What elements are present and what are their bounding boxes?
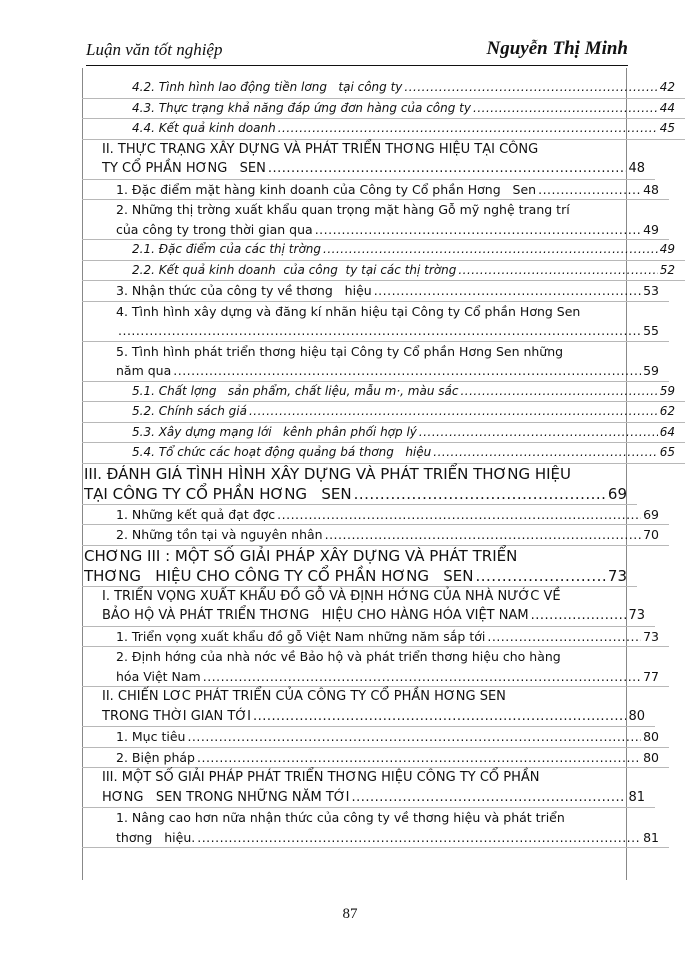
toc-page-number: 64 [659,424,675,439]
toc-page-number: 49 [643,221,659,237]
toc-dot-leader [325,525,641,545]
toc-dot-leader [476,566,606,586]
toc-entry[interactable] [82,768,655,808]
toc-entry-line [84,566,627,586]
toc-entry-text-line: 2. Định hớng của nhà nớc về Bảo hộ và phát triển thơng hiệu cho hàng [116,649,561,664]
toc-entry[interactable] [82,200,669,240]
toc-dot-leader [352,788,627,808]
toc-entry-title: năm qua [116,363,172,378]
toc-entry-line [132,78,675,98]
toc-entry[interactable] [82,78,685,99]
toc-entry[interactable] [82,99,685,120]
toc-entry-text-line: III. ĐÁNH GIÁ TÌNH HÌNH XÂY DỰNG VÀ PHÁT TRIỂN THƠNG HIỆU [84,464,572,483]
toc-entry[interactable] [82,627,669,648]
toc-entry-title: 4.3. Thực trạng khả năng đáp ứng đơn hàng của công ty [132,100,471,115]
toc-dot-leader [197,748,641,768]
toc-entry-line [84,484,627,504]
toc-entry-title: 5.3. Xây dựng mạng lới kênh phân phối hợp lý [132,424,417,439]
toc-entry-line [132,99,675,119]
page-header [86,38,628,62]
toc-entry-line [116,180,659,200]
toc-dot-leader [173,361,641,381]
toc-entry-title: 2.1. Đặc điểm của các thị trờng [132,242,322,256]
toc-entry-title: 1. Những kết quả đạt đợc [116,506,276,522]
toc-entry-line [116,727,659,747]
toc-entry[interactable] [82,342,669,382]
toc-entry[interactable] [82,119,685,140]
toc-entry-title: HƠNG SEN TRONG NHỮNG NĂM TỚI [102,789,350,805]
toc-dot-leader [531,606,627,626]
toc-page-number: 48 [628,161,645,176]
toc-page-number: 73 [607,566,627,585]
toc-entry-text-line: II. THỰC TRẠNG XÂY DỰNG VÀ PHÁT TRIỂN THƠNG HIỆU TẠI CÔNG [102,141,539,157]
header-rule [86,65,628,66]
toc-dot-leader [354,484,606,504]
toc-page-number: 59 [643,363,659,378]
toc-entry[interactable] [82,140,655,180]
toc-page-number: 49 [659,242,675,256]
toc-page-number: 62 [659,404,675,418]
toc-entry-text-line: I. TRIỂN VỌNG XUẤT KHẨU ĐỒ GỖ VÀ ĐỊNH HỚNG CỦA NHÀ NƯỚC VỀ [102,588,561,604]
toc-entry-title: của công ty trong thời gian qua [116,221,313,237]
toc-dot-leader [433,443,657,463]
toc-dot-leader [404,78,657,98]
toc-entry-title: THƠNG HIỆU CHO CÔNG TY CỔ PHẦN HƠNG SEN [84,566,474,585]
toc-entry-line [102,606,645,626]
toc-entry-title: 1. Triển vọng xuất khẩu đồ gỗ Việt Nam những năm sắp tới [116,628,486,644]
toc-entry-text-line: 5. Tình hình phát triển thơng hiệu tại Công ty Cổ phần Hơng Sen những [116,343,564,359]
toc-entry[interactable] [82,240,685,261]
toc-entry-title: BẢO HỘ VÀ PHÁT TRIỂN THƠNG HIỆU CHO HÀNG HÓA VIỆT NAM [102,608,529,623]
toc-entry-line [116,281,659,301]
toc-dot-leader [253,707,626,727]
toc-entry[interactable] [82,402,685,423]
toc-entry[interactable] [82,546,637,587]
header-author-name: Nguyễn Thị Minh [486,38,628,59]
toc-entry-line [116,525,659,545]
toc-dot-leader [315,220,641,240]
toc-page-number: 80 [643,729,659,744]
toc-entry-line [132,402,675,422]
header-thesis-label: Luận văn tốt nghiệp [86,40,223,59]
toc-entry-line [116,505,659,525]
toc-entry-title: TY CỔ PHẦN HƠNG SEN [102,161,266,176]
toc-entry-line [102,707,645,727]
toc-dot-leader [458,261,657,281]
toc-entry-text-line: 1. Nâng cao hơn nữa nhận thức của công ty về thơng hiệu và phát triển [116,810,565,825]
toc-page-number: 70 [643,527,659,542]
toc-entry-line [116,828,659,848]
toc-entry[interactable] [82,727,669,748]
toc-entry[interactable] [82,587,655,627]
toc-entry-line [132,119,675,139]
toc-entry-title: 4.4. Kết quả kinh doanh [132,121,276,135]
toc-entry-title: thơng hiệu. [116,829,196,845]
toc-entry-title: 1. Đặc điểm mặt hàng kinh doanh của Công ty Cổ phần Hơng Sen [116,181,537,197]
toc-entry-line [116,667,659,687]
toc-entry-title: 3. Nhận thức của công ty về thơng hiệu [116,283,372,298]
toc-entry[interactable] [82,525,669,546]
toc-entry[interactable] [82,748,669,769]
toc-entry-title: TẠI CÔNG TY CỔ PHẦN HƠNG SEN [84,484,352,503]
toc-entry-title: 1. Mục tiêu [116,729,186,744]
toc-entry[interactable] [82,261,685,282]
toc-entry[interactable] [82,464,637,505]
toc-dot-leader [197,828,641,848]
toc-entry-line [102,788,645,808]
toc-page-number: 80 [643,749,659,765]
toc-page-number: 55 [643,323,659,338]
toc-page-number: 65 [659,445,675,459]
toc-entry-text-line: CHƠNG III : MỘT SỐ GIẢI PHÁP XÂY DỰNG VÀ PHÁT TRIỂN [84,546,518,565]
toc-entry[interactable] [82,687,655,727]
toc-entry-text-line: 2. Những thị trờng xuất khẩu quan trọng mặt hàng Gỗ mỹ nghệ trang trí [116,202,570,217]
toc-page-number: 77 [643,668,659,684]
toc-dot-leader [460,382,657,402]
toc-dot-leader [538,180,641,200]
toc-page-number: 53 [643,283,659,298]
toc-dot-leader [323,240,658,260]
toc-page-number: 69 [607,484,627,503]
toc-entry[interactable] [82,180,669,201]
toc-page-number: 45 [659,121,675,135]
toc-entry-line [132,423,675,443]
toc-entry-title: 5.4. Tổ chức các hoạt động quảng bá thơng hiệu [132,445,432,459]
toc-entry[interactable] [82,505,669,526]
toc-entry[interactable] [82,443,685,464]
toc-dot-leader [249,402,658,422]
toc-dot-leader [118,321,641,341]
toc-entry-line [132,261,675,281]
table-of-contents [82,78,675,848]
toc-entry[interactable] [82,281,669,302]
toc-page-number: 59 [659,383,675,398]
toc-page-number: 80 [628,708,645,724]
toc-entry-line [102,159,645,179]
toc-dot-leader [268,159,627,179]
toc-page-number: 81 [628,789,645,805]
toc-entry-title: 2. Những tồn tại và nguyên nhân [116,527,323,542]
toc-page-number: 42 [659,80,675,94]
toc-dot-leader [278,119,658,139]
toc-entry-line [116,361,659,381]
toc-entry-title: 2. Biện pháp [116,749,195,765]
toc-entry-line [116,748,659,768]
toc-entry-line [132,240,675,260]
toc-entry-title: 4.2. Tình hình lao động tiền lơng tại công ty [132,80,403,94]
toc-dot-leader [277,505,641,525]
toc-entry-title: TRONG THỜI GIAN TỚI [102,708,251,724]
toc-page-number: 81 [643,829,659,845]
toc-entry-text-line: III. MỘT SỐ GIẢI PHÁP PHÁT TRIỂN THƠNG HIỆU CÔNG TY CỔ PHẦN [102,770,540,785]
toc-dot-leader [187,727,641,747]
toc-entry-text-line: II. CHIẾN LƠC PHÁT TRIỂN CỦA CÔNG TY CỔ PHẦN HƠNG SEN [102,689,506,704]
toc-entry-title: 2.2. Kết quả kinh doanh của công ty tại các thị trờng [132,262,457,277]
toc-entry-line [116,627,659,647]
toc-page-number: 69 [643,506,659,522]
toc-page-number: 52 [659,262,675,277]
toc-entry[interactable] [82,423,685,444]
toc-entry-line [116,220,659,240]
toc-dot-leader [203,667,641,687]
toc-entry-title: hóa Việt Nam [116,668,201,684]
toc-entry-line [132,443,675,463]
toc-dot-leader [473,99,658,119]
toc-entry-title: 5.2. Chính sách giá [132,404,247,418]
toc-page-number: 44 [659,100,675,115]
toc-dot-leader [374,281,641,301]
page-number: 87 [342,906,358,922]
toc-dot-leader [419,423,658,443]
toc-entry[interactable] [82,302,669,342]
toc-page-number: 48 [643,181,659,197]
toc-entry-title: 5.1. Chất lợng sản phẩm, chất liệu, mẫu m·, màu sắc [132,383,459,398]
toc-entry[interactable] [82,647,669,687]
toc-entry-line [116,321,659,341]
toc-entry[interactable] [82,382,685,403]
toc-page-number: 73 [628,608,645,623]
toc-entry-text-line: 4. Tình hình xây dựng và đăng kí nhãn hiệu tại Công ty Cổ phần Hơng Sen [116,303,581,319]
toc-dot-leader [487,627,641,647]
toc-entry-line [132,382,675,402]
toc-entry[interactable] [82,808,669,848]
toc-page-number: 73 [643,628,659,644]
